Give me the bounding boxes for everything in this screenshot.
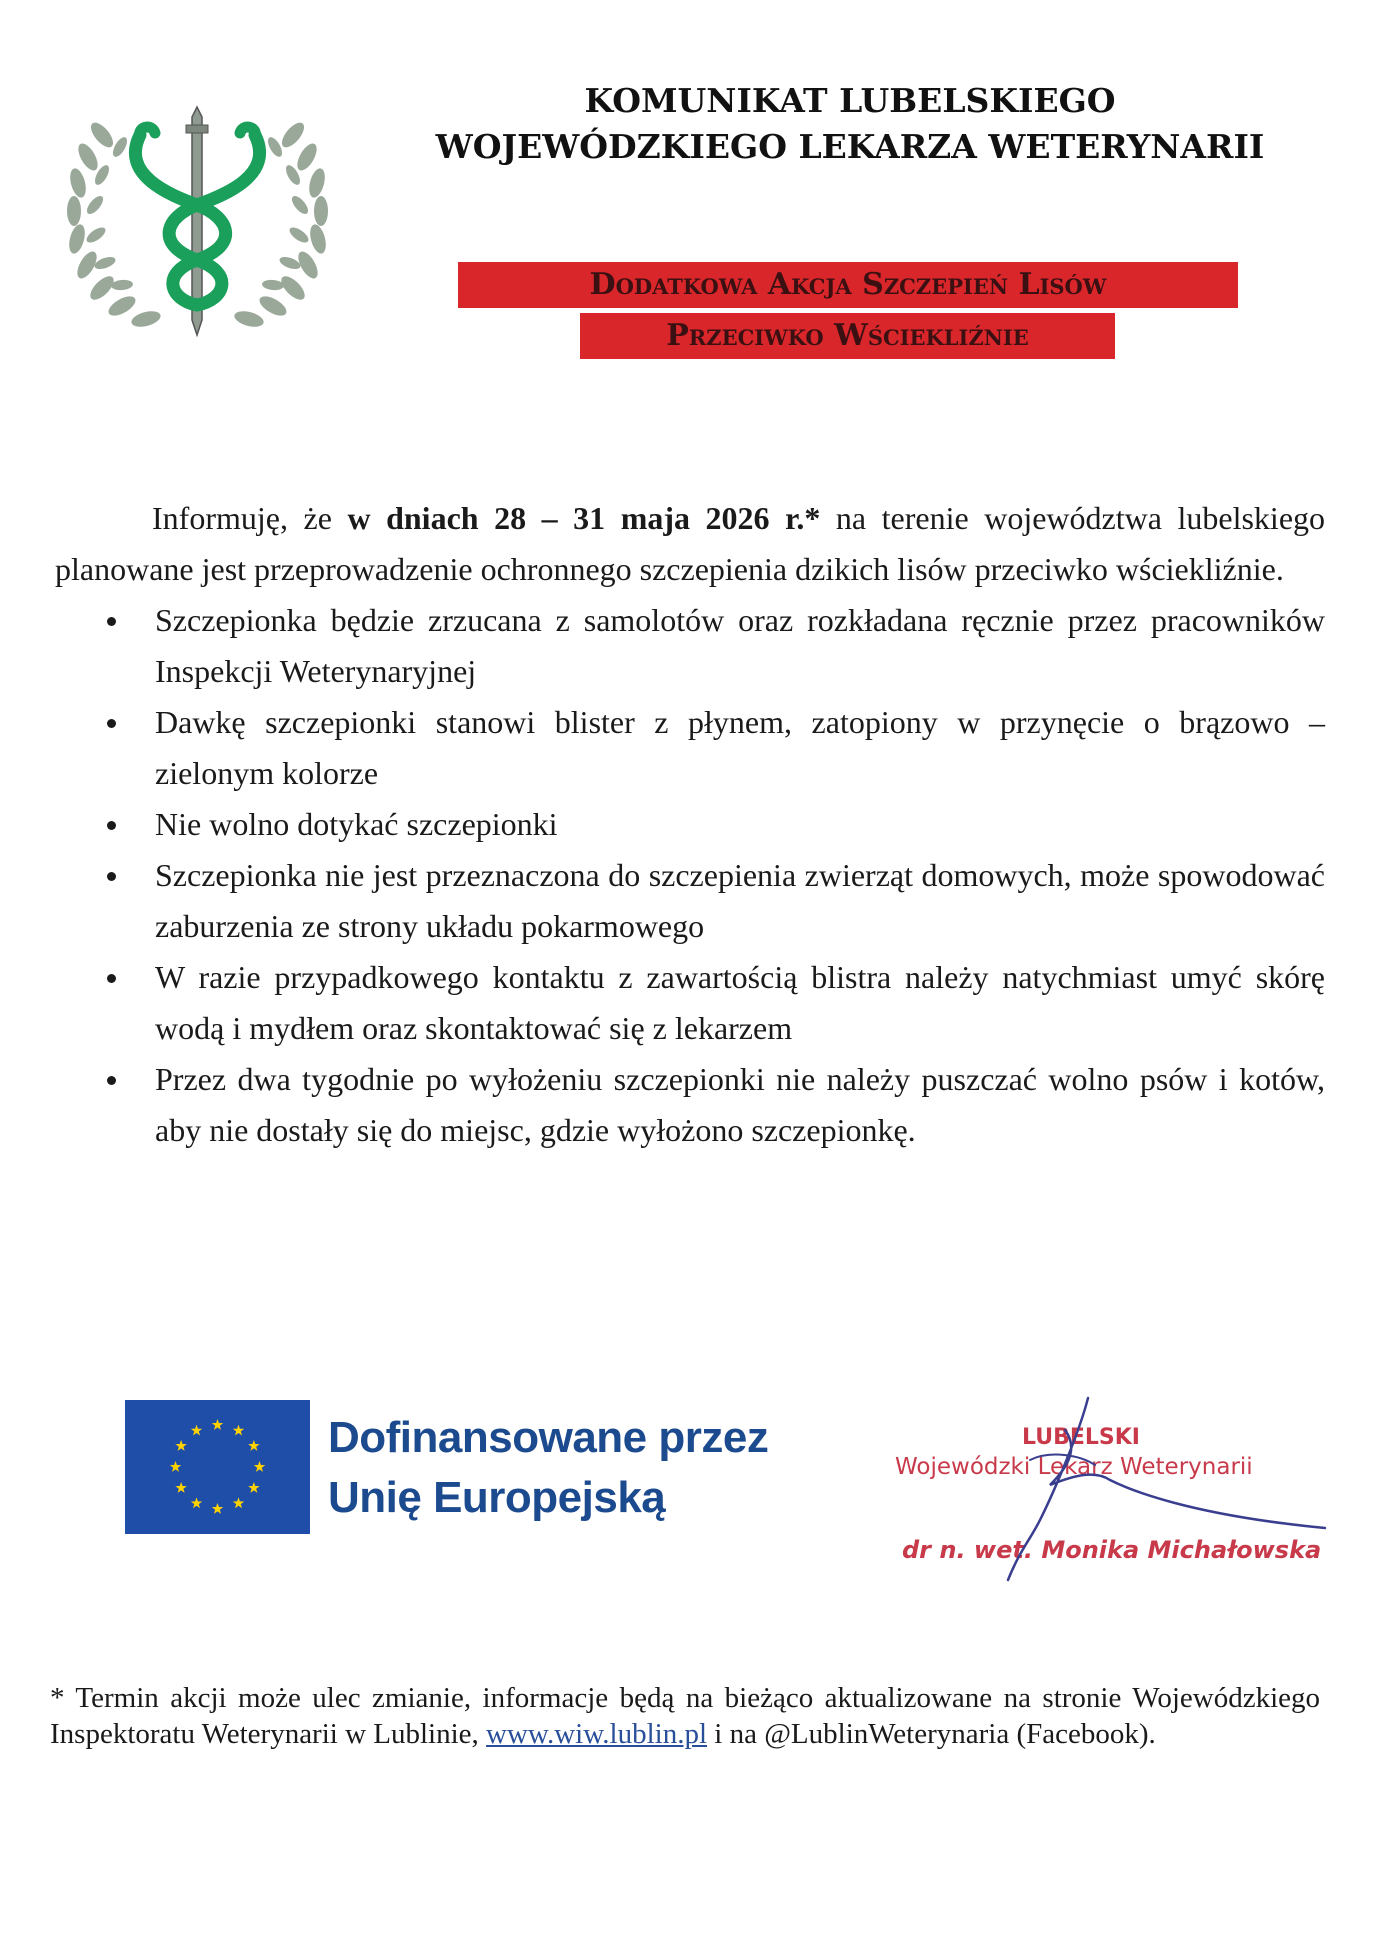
bullet-icon: [107, 617, 116, 626]
eu-flag-icon: [125, 1400, 310, 1534]
handwritten-signature: [880, 1390, 1340, 1600]
instruction-list: [55, 595, 1325, 1156]
bullet-icon: [107, 872, 116, 881]
veterinary-inspection-logo: [60, 95, 335, 350]
stamp-line-1: LUBELSKI: [1022, 1425, 1140, 1450]
list-item: [55, 595, 1325, 697]
stamp-line-2: Wojewódzki Lekarz Weterynarii: [895, 1454, 1253, 1480]
footnote-text: * Termin akcji może ulec zmianie, informacje będą na bieżąco aktualizowane na stronie Wojewódzkiego Inspektoratu Weterynarii w Lublinie,: [50, 1682, 1320, 1750]
list-item-text: Szczepionka nie jest przeznaczona do szczepienia zwierząt domowych, może spowodować zaburzenia ze strony układu pokarmowego: [155, 857, 1325, 944]
website-link[interactable]: www.wiw.lublin.pl: [486, 1718, 708, 1750]
list-item: [55, 952, 1325, 1054]
caduceus-icon: [135, 107, 259, 335]
intro-paragraph: [55, 493, 1325, 595]
stamp-line-3: dr n. wet. Monika Michałowska: [902, 1536, 1322, 1564]
announcement-body: [55, 493, 1325, 1156]
eu-funding-line-2: Unię Europejską: [328, 1473, 666, 1522]
footnote: [50, 1680, 1320, 1752]
eu-funding-line-1: Dofinansowane przez: [328, 1413, 769, 1462]
eu-funding-text: [328, 1408, 768, 1528]
list-item: [55, 697, 1325, 799]
footnote-text-end: i na @LublinWeterynaria (Facebook).: [707, 1718, 1156, 1750]
banner-line-1: Dodatkowa Akcja Szczepień Lisów: [458, 262, 1238, 308]
official-stamp: [880, 1390, 1340, 1600]
bullet-icon: [107, 719, 116, 728]
intro-before: Informuję, że: [152, 500, 348, 536]
list-item: [55, 1054, 1325, 1156]
intro-date: w dniach 28 – 31 maja 2026 r.*: [347, 500, 821, 536]
title-line-1: KOMUNIKAT LUBELSKIEGO: [584, 81, 1116, 120]
bullet-icon: [107, 1076, 116, 1085]
laurel-left-icon: [66, 119, 162, 330]
title-line-2: WOJEWÓDZKIEGO LEKARZA WETERYNARII: [435, 127, 1265, 166]
list-item-text: Przez dwa tygodnie po wyłożeniu szczepionki nie należy puszczać wolno psów i kotów, aby nie dostały się do miejsc, gdzie wyłożono szczepionkę.: [155, 1061, 1325, 1148]
list-item-text: W razie przypadkowego kontaktu z zawartością blistra należy natychmiast umyć skórę wodą i mydłem oraz skontaktować się z lekarzem: [155, 959, 1325, 1046]
list-item-text: Dawkę szczepionki stanowi blister z płynem, zatopiony w przynęcie o brązowo – zielonym kolorze: [155, 704, 1325, 791]
bullet-icon: [107, 821, 116, 830]
document-title: [390, 78, 1310, 170]
bullet-icon: [107, 974, 116, 983]
list-item: [55, 799, 1325, 850]
list-item: [55, 850, 1325, 952]
list-item-text: Szczepionka będzie zrzucana z samolotów oraz rozkładana ręcznie przez pracowników Inspekcji Weterynaryjnej: [155, 602, 1325, 689]
banner-line-2: Przeciwko Wściekliźnie: [580, 313, 1115, 359]
list-item-text: Nie wolno dotykać szczepionki: [155, 806, 558, 842]
laurel-right-icon: [233, 119, 329, 330]
intro-after: na terenie województwa lubelskiego planowane jest przeprowadzenie ochronnego szczepienia dzikich lisów przeciwko wściekliźnie.: [55, 500, 1326, 587]
